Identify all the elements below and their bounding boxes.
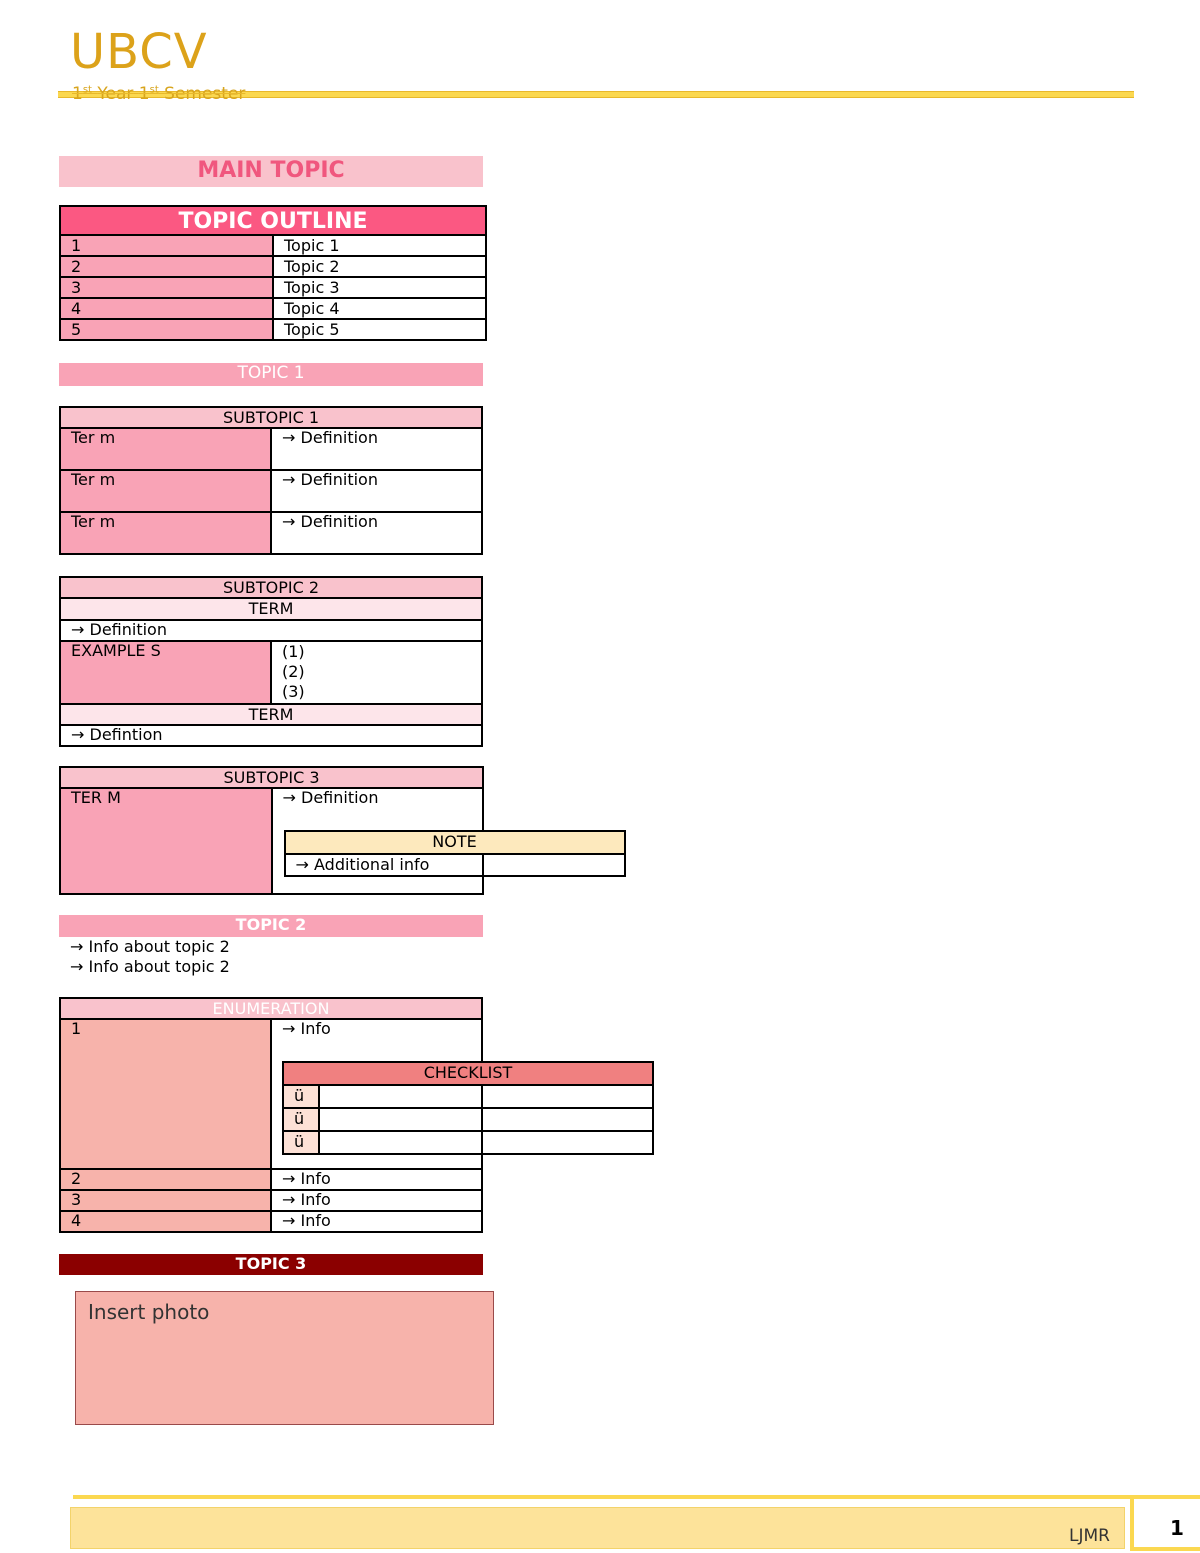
definition-cell [272, 788, 484, 894]
info-line: → Info about topic 2 [70, 957, 230, 976]
enumeration-title: ENUMERATION [60, 998, 482, 1019]
outline-row: 3 Topic 3 [60, 277, 486, 298]
checklist-row [284, 1086, 652, 1109]
subtopic2-title: SUBTOPIC 2 [60, 577, 482, 598]
info-line: → Info about topic 2 [70, 937, 230, 956]
outline-row: 2 Topic 2 [60, 256, 486, 277]
outline-item: Topic 3 [273, 277, 486, 298]
term-cell: Ter m [60, 428, 271, 470]
note-text: → Additional info [295, 855, 430, 875]
subtopic1-title: SUBTOPIC 1 [60, 407, 482, 428]
brand-title: UBCV [70, 24, 208, 80]
term-row [60, 470, 482, 512]
page-number-box [1130, 1495, 1200, 1551]
check-mark-icon: ü [284, 1086, 320, 1107]
topic2-info [70, 937, 230, 977]
checklist-row [284, 1109, 652, 1132]
subtopic1-table [59, 406, 483, 555]
term-cell: Ter m [60, 512, 271, 554]
outline-item: Topic 5 [284, 320, 340, 340]
examples-list [271, 641, 482, 704]
check-mark-icon: ü [284, 1109, 320, 1130]
outline-row: 1 Topic 1 [60, 235, 486, 256]
outline-row: 4 Topic 4 [60, 298, 486, 319]
term-header: TERM [60, 598, 482, 619]
outline-title: TOPIC OUTLINE [60, 206, 486, 235]
main-topic-banner: MAIN TOPIC [59, 156, 483, 187]
photo-placeholder[interactable]: Insert photo [75, 1291, 494, 1425]
definition-cell: → Definition [282, 512, 378, 532]
enum-text: → Info [282, 1211, 331, 1231]
check-mark-icon: ü [284, 1132, 320, 1153]
example-item: (2) [282, 661, 305, 681]
note-title: NOTE [286, 832, 624, 855]
definition-cell: → Definition [60, 620, 482, 641]
examples-label: EXAMPLE S [60, 641, 271, 704]
outline-row: 5 Topic 5 [60, 319, 486, 340]
topic-outline-table [59, 205, 487, 341]
subtopic3-table [59, 766, 484, 895]
enum-number: 4 [60, 1211, 271, 1232]
subtopic2-table [59, 576, 483, 747]
definition-cell: → Definition [271, 428, 482, 470]
page-number: 1 [1170, 1516, 1184, 1540]
definition-cell: → Defintion [71, 725, 163, 745]
term-row [60, 512, 482, 554]
definition-text: → Definition [282, 788, 379, 808]
enum-item [271, 1019, 513, 1169]
checklist [282, 1061, 654, 1155]
enum-number: 3 [60, 1190, 271, 1211]
enum-number: 2 [60, 1169, 271, 1190]
topic1-banner: TOPIC 1 [59, 363, 483, 386]
term-cell: TER M [60, 788, 272, 894]
enum-number: 1 [60, 1019, 271, 1169]
footer-bar [70, 1507, 1125, 1549]
example-item: (1) [282, 641, 305, 661]
term-header: TERM [60, 704, 482, 725]
term-row [60, 428, 482, 470]
outline-item: Topic 4 [273, 298, 486, 319]
example-item: (3) [282, 681, 305, 701]
enumeration-table [59, 997, 513, 1233]
footer-author: LJMR [1069, 1526, 1110, 1546]
semester-label: 1st Year 1st Semester [72, 84, 246, 104]
subtopic3-title: SUBTOPIC 3 [60, 767, 483, 788]
outline-item: Topic 1 [273, 235, 486, 256]
outline-item: Topic 2 [273, 256, 486, 277]
enum-text: → Info [282, 1019, 331, 1039]
note-box [284, 830, 626, 877]
definition-cell: → Definition [271, 470, 482, 512]
footer-rule [73, 1495, 1130, 1499]
enum-text: → Info [271, 1190, 482, 1211]
checklist-row [284, 1132, 652, 1153]
term-cell: Ter m [60, 470, 271, 512]
topic3-banner: TOPIC 3 [59, 1254, 483, 1275]
topic2-banner: TOPIC 2 [59, 915, 483, 937]
checklist-title: CHECKLIST [284, 1063, 652, 1086]
enum-text: → Info [271, 1169, 482, 1190]
